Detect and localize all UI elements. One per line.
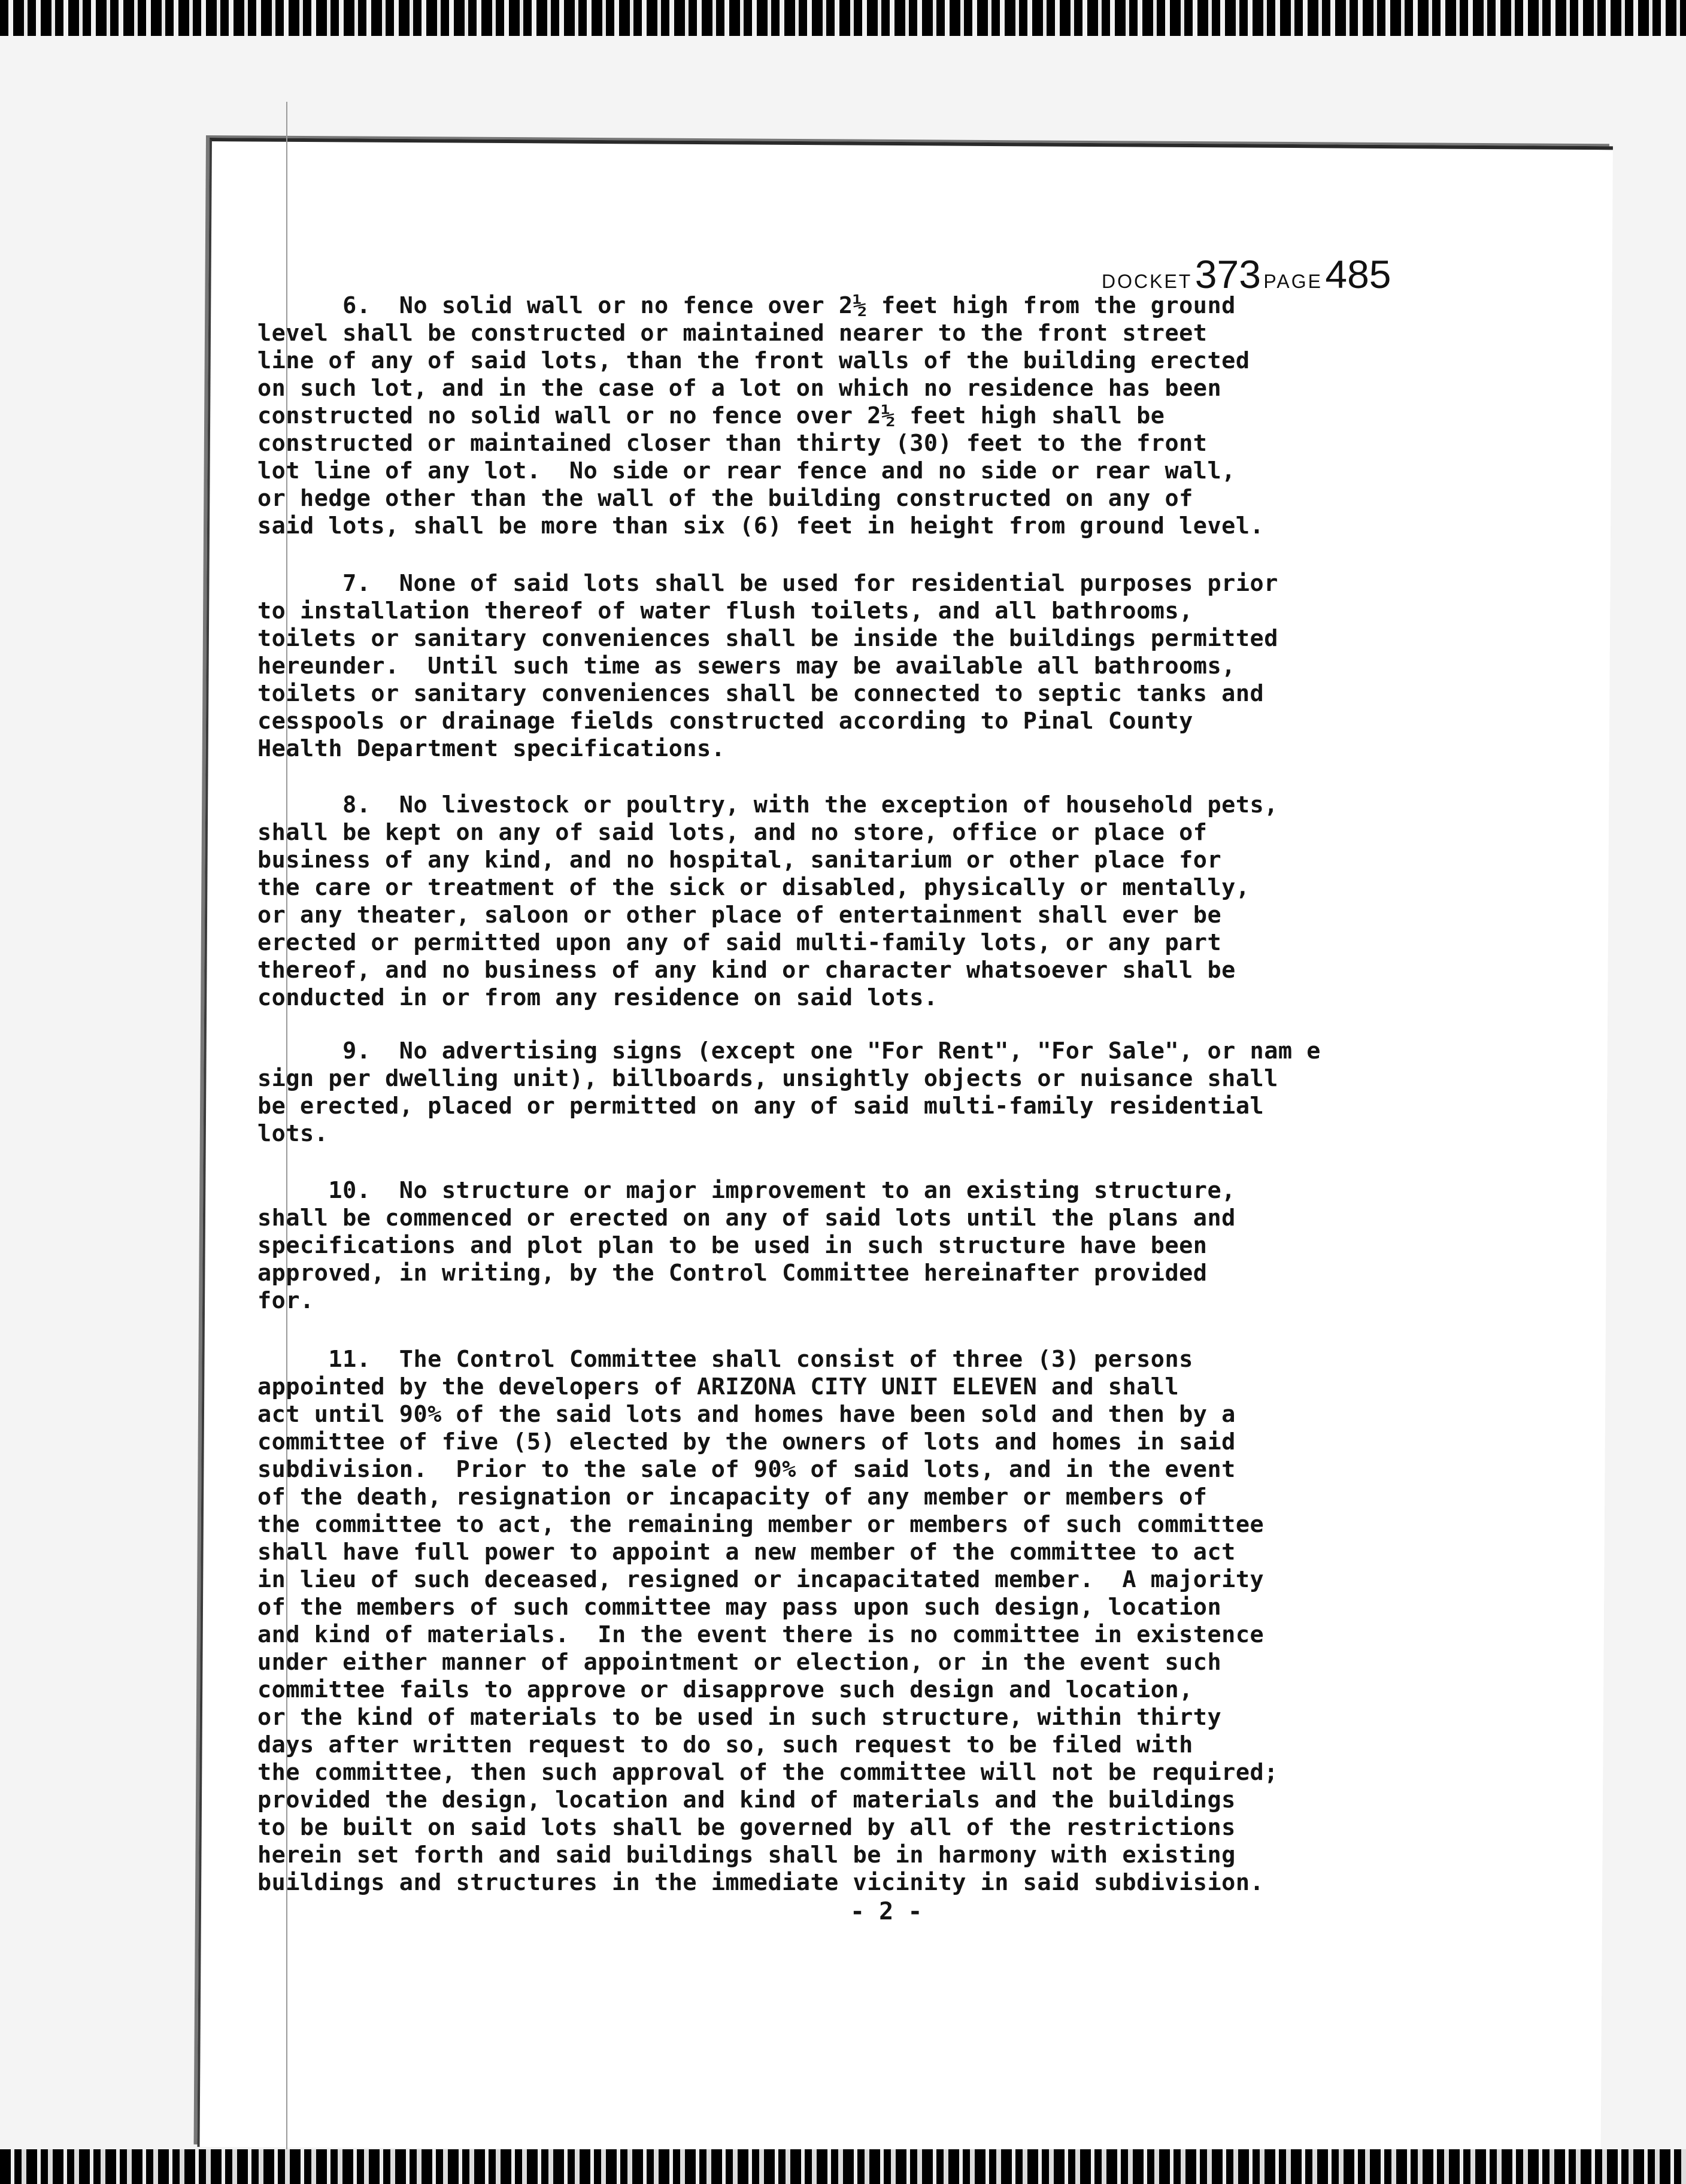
docket-label: DOCKET <box>1102 271 1193 292</box>
paragraph-10: 10. No structure or major improvement to an existing structure, shall be commenced or erected on any of said lots until the plans and specifications and plot plan to be used in such structure have been approved, in writing, by the Control Committee hereinafter provided for. <box>257 1177 1236 1314</box>
paragraph-8: 8. No livestock or poultry, with the exception of household pets, shall be kept on any of said lots, and no store, office or place of business of any kind, and no hospital, sanitarium or other place for the care or treatment of the sick or disabled, physically or mentally, or any theater, saloon or other place of entertainment shall ever be erected or permitted upon any of said multi-family lots, or any part thereof, and no business of any kind or character whatsoever shall be conducted in or from any residence on said lots. <box>257 791 1278 1011</box>
docket-stamp <box>1102 251 1391 297</box>
paragraph-7: 7. None of said lots shall be used for residential purposes prior to installation thereof of water flush toilets, and all bathrooms, toilets or sanitary conveniences shall be inside the buildings permitted hereunder. Until such time as sewers may be available all bathrooms, toilets or sanitary conveniences shall be connected to septic tanks and cesspools or drainage fields constructed according to Pinal County Health Department specifications. <box>257 570 1278 762</box>
scan-film-edge-top <box>0 0 1686 36</box>
page-label: PAGE <box>1263 271 1323 292</box>
scan-film-edge-bottom <box>0 2149 1686 2184</box>
docket-page-number: 485 <box>1325 252 1391 296</box>
page-number-footer: - 2 - <box>850 1898 923 1925</box>
paragraph-6: 6. No solid wall or no fence over 2½ feet high from the ground level shall be constructed or maintained nearer to the front street line of any of said lots, than the front walls of the building erected on such lot, and in the case of a lot on which no residence has been constructed no solid wall or no fence over 2½ feet high shall be constructed or maintained closer than thirty (30) feet to the front lot line of any lot. No side or rear fence and no side or rear wall, or hedge other than the wall of the building constructed on any of said lots, shall be more than six (6) feet in height from ground level. <box>257 292 1264 539</box>
paragraph-9: 9. No advertising signs (except one "For Rent", "For Sale", or nam e sign per dwelling unit), billboards, unsightly objects or nuisance shall be erected, placed or permitted on any of said multi-family residential lots. <box>257 1038 1321 1147</box>
paragraph-11: 11. The Control Committee shall consist of three (3) persons appointed by the developers of ARIZONA CITY UNIT ELEVEN and shall act until 90% of the said lots and homes have been sold and then by a committee of five (5) elected by the owners of lots and homes in said subdivision. Prior to the sale of 90% of said lots, and in the event of the death, resignation or incapacity of any member or members of the committee to act, the remaining member or members of such committee shall have full power to appoint a new member of the committee to act in lieu of such deceased, resigned or incapacitated member. A majority of the members of such committee may pass upon such design, location and kind of materials. In the event there is no committee in existence under either manner of appointment or election, or in the event such committee fails to approve or disapprove such design and location, or the kind of materials to be used in such structure, within thirty days after written request to do so, such request to be filed with the committee, then such approval of the committee will not be required; provided the design, location and kind of materials and the buildings to be built on said lots shall be governed by all of the restrictions herein set forth and said buildings shall be in harmony with existing buildings and structures in the immediate vicinity in said subdivision. <box>257 1346 1278 1896</box>
docket-number: 373 <box>1194 252 1261 296</box>
